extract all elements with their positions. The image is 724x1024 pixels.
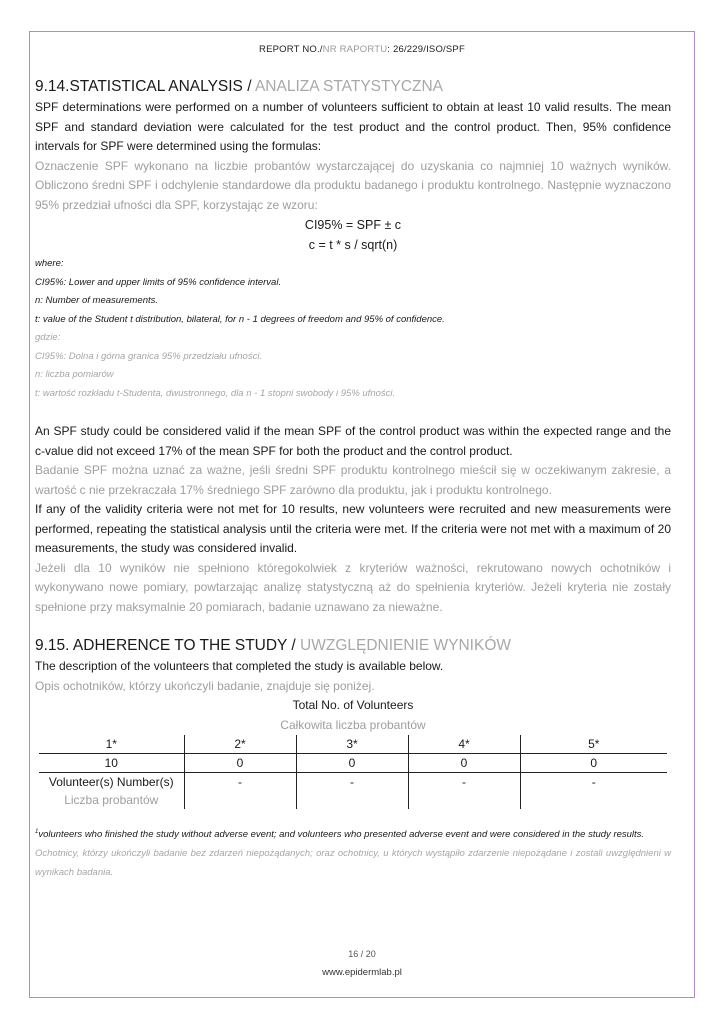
table-cell: 0 <box>296 754 408 773</box>
table-cell <box>520 791 667 809</box>
report-number-header <box>0 44 724 55</box>
table-header-row <box>39 735 667 754</box>
formula-c: c = t * s / sqrt(n) <box>308 238 398 252</box>
paragraph-pl: Oznaczenie SPF wykonano na liczbie probantów wystarczającej do uzyskania co najmniej 10 ważnych wyników. Obliczono średni SPF i odchylenie standardowe dla produktu badanego i produktu kontrolnego. Następnie wyznaczono 95% przedział ufności dla SPF, korzystając ze wzoru: <box>35 158 671 212</box>
table-cell: - <box>184 773 296 792</box>
gdzie-label: gdzie: <box>35 332 61 343</box>
section-9-14-heading <box>35 76 671 98</box>
section-9-15-heading <box>35 635 671 657</box>
table-cell: 0 <box>184 754 296 773</box>
page-content <box>35 76 671 882</box>
table-cell: - <box>520 773 667 792</box>
footnote-marker: 1 <box>35 829 39 835</box>
where-n: n: Number of measurements. <box>35 295 159 306</box>
footnote <box>35 823 671 882</box>
table-cell: - <box>408 773 520 792</box>
table-cell: 0 <box>408 754 520 773</box>
row-label-pl: Liczba probantów <box>64 793 159 807</box>
table-cell: - <box>296 773 408 792</box>
table-header-cell: 1* <box>39 735 184 754</box>
table-cell <box>296 791 408 809</box>
report-no-value: : 26/229/ISO/SPF <box>387 44 465 55</box>
table-header-cell: 5* <box>520 735 667 754</box>
table-caption-pl: Całkowita liczba probantów <box>280 717 426 732</box>
criteria-paragraph-pl: Jeżeli dla 10 wyników nie spełniono któregokolwiek z kryteriów ważności, rekrutowano nowych ochotników i wykonywano nowe pomiary, powtarzając analizę statystyczną aż do spełnienia kryteriów. Jeżeli kryteria nie zostały spełnione przy maksymalnie 20 pomiarach, badanie uznawano za nieważne. <box>35 560 671 614</box>
report-no-label: REPORT NO./ <box>259 44 323 55</box>
section-title-pl: ANALIZA STATYSTYCZNA <box>254 78 444 95</box>
volunteers-paragraph-en: The description of the volunteers that completed the study is available below. <box>35 659 444 673</box>
table-row <box>39 754 667 773</box>
volunteers-paragraph-pl: Opis ochotników, którzy ukończyli badanie, znajduje się poniżej. <box>35 678 375 693</box>
footnote-text-en: volunteers who finished the study without adverse event; and volunteers who presented adverse event and were considered in the study results. <box>38 829 645 841</box>
footnote-pl: Ochotnicy, którzy ukończyli badanie bez zdarzeń niepożądanych; oraz ochotnicy, u których wystąpiło zdarzenie niepożądane i zostali uwzględnieni w wynikach badania. <box>35 848 671 879</box>
table-cell: 10 <box>39 754 184 773</box>
table-cell <box>408 791 520 809</box>
gdzie-ci95: CI95%: Dolna i górna granica 95% przedziału ufności. <box>35 350 263 362</box>
validity-paragraph-pl: Badanie SPF można uznać za ważne, jeśli średni SPF produktu kontrolnego mieścił się w oczekiwanym zakresie, a wartość c nie przekraczała 17% średniego SPF zarówno dla produktu, jak i produktu kontrolnego. <box>35 463 671 497</box>
validity-paragraph-en: An SPF study could be considered valid if the mean SPF of the control product was within the expected range and the c-value did not exceed 17% of the mean SPF for both the product and the control product. <box>35 424 671 458</box>
paragraph-en: SPF determinations were performed on a number of volunteers sufficient to obtain at least 10 valid results. The mean SPF and standard deviation were calculated for the test product and the control product. Then, 95% confidence intervals for SPF were determined using the formulas: <box>35 100 671 153</box>
where-t: t: value of the Student t distribution, bilateral, for n - 1 degrees of freedom and 95% of confidence. <box>35 313 445 325</box>
volunteers-table <box>39 735 667 809</box>
table-caption-en: Total No. of Volunteers <box>292 698 414 712</box>
table-cell <box>184 791 296 809</box>
website-link[interactable]: www.epidermlab.pl <box>322 967 402 978</box>
table-row <box>39 791 667 809</box>
footnote-en <box>35 823 671 844</box>
gdzie-t: t: wartość rozkładu t-Studenta, dwustronnego, dla n - 1 stopni swobody i 95% ufności. <box>35 387 396 399</box>
report-no-label-pl: NR RAPORTU <box>322 44 388 55</box>
table-cell: 0 <box>520 754 667 773</box>
section-title-pl: UWZGLĘDNIENIE WYNIKÓW <box>300 637 512 654</box>
criteria-paragraph-en: If any of the validity criteria were not met for 10 results, new volunteers were recruited and new measurements were performed, repeating the statistical analysis until the criteria were met. If the criteria were not met with a maximum of 20 measurements, the study was considered invalid. <box>35 502 671 555</box>
table-header-cell: 4* <box>408 735 520 754</box>
where-ci95: CI95%: Lower and upper limits of 95% confidence interval. <box>35 276 282 288</box>
formula-ci95: CI95% = SPF ± c <box>304 218 402 232</box>
gdzie-n: n: liczba pomiarów <box>35 369 114 380</box>
page-number: 16 / 20 <box>348 949 376 959</box>
table-header-cell: 2* <box>184 735 296 754</box>
table-header-cell: 3* <box>296 735 408 754</box>
section-title-en: 9.14.STATISTICAL ANALYSIS / <box>35 78 255 95</box>
section-title-en: 9.15. ADHERENCE TO THE STUDY / <box>35 637 301 654</box>
table-row <box>39 773 667 792</box>
where-label: where: <box>35 258 64 269</box>
row-label-en: Volunteer(s) Number(s) <box>48 775 174 789</box>
